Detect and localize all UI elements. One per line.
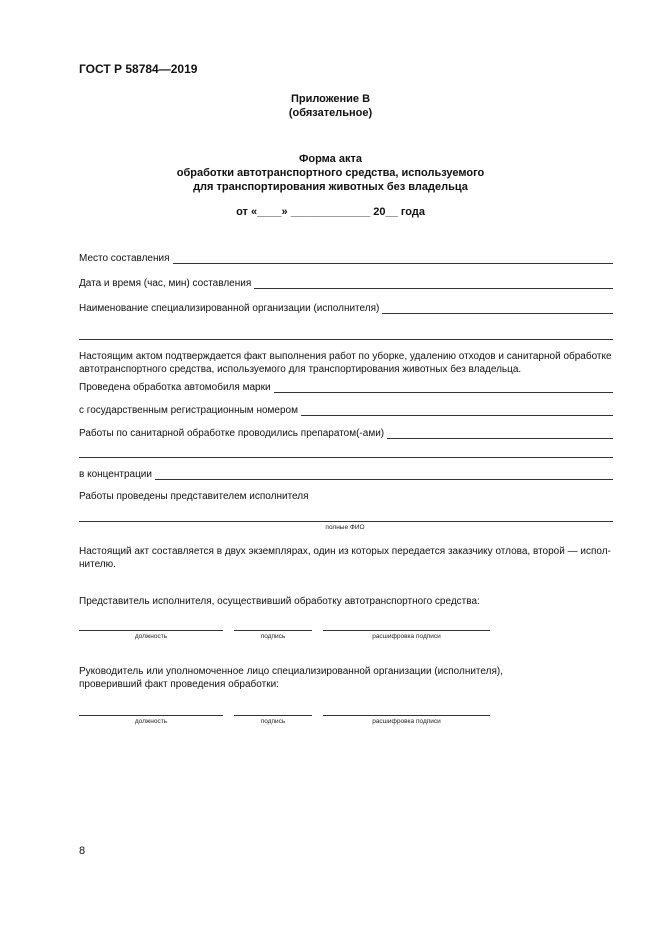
concentration-field <box>79 469 613 481</box>
preparations-field <box>79 428 613 440</box>
rep-position-line <box>79 630 223 631</box>
org-name-blank <box>382 303 613 314</box>
car-brand-label: Проведена обработка автомобиля марки <box>79 382 271 393</box>
appendix-heading <box>0 92 661 120</box>
head-decoding-line <box>323 715 490 716</box>
rep-signature-caption: подпись <box>260 633 286 640</box>
preparations-label: Работы по санитарной обработке проводились препаратом(-ами) <box>79 428 385 439</box>
head-position-line <box>79 715 223 716</box>
org-name-blank-2 <box>79 339 613 340</box>
head-line-2: проверивший факт проведения обработки: <box>79 679 279 690</box>
preparations-blank-2 <box>79 457 613 458</box>
representative-label: Представитель исполнителя, осуществивший обработку автотранспортного средства: <box>79 596 480 607</box>
head-paragraph <box>79 665 613 691</box>
head-signature-line <box>234 715 312 716</box>
head-decoding-caption: расшифровка подписи <box>372 718 441 725</box>
head-position-caption: должность <box>134 718 168 725</box>
appendix-title: Приложение В <box>290 93 371 105</box>
rep-decoding-line <box>323 630 490 631</box>
concentration-label: в концентрации <box>79 469 152 480</box>
rep-signature-line <box>234 630 312 631</box>
copies-paragraph <box>79 545 613 571</box>
rep-position-caption: должность <box>134 633 168 640</box>
head-line-1: Руководитель или уполномоченное лицо специализированной организации (исполнителя), <box>79 666 503 677</box>
datetime-label: Дата и время (час, мин) составления <box>79 278 252 289</box>
document-code: ГОСТ Р 58784—2019 <box>79 62 198 76</box>
preparations-blank <box>387 428 613 439</box>
page-number: 8 <box>79 845 86 857</box>
copies-line-2: нителю. <box>79 559 116 570</box>
datetime-field <box>79 278 613 290</box>
full-name-caption: полные ФИО <box>325 524 365 531</box>
head-signature-caption: подпись <box>260 718 286 725</box>
place-field <box>79 253 613 265</box>
datetime-blank <box>254 278 613 289</box>
confirm-paragraph: Настоящим актом подтверждается факт выполнения работ по уборке, удалению отходов и санитарной обработке автотранспортного средства, используемого для транспортирования животных без владельца. <box>79 351 612 375</box>
form-title <box>0 152 661 194</box>
place-blank <box>173 253 613 264</box>
act-date-line: от «____» _____________ 20__ года <box>236 206 425 218</box>
car-brand-field <box>79 382 613 394</box>
form-title-line-2: обработки автотранспортного средства, используемого <box>176 167 485 179</box>
rep-decoding-caption: расшифровка подписи <box>372 633 441 640</box>
copies-line-1: Настоящий акт составляется в двух экземплярах, один из которых передается заказчику отлова, второй — испол- <box>79 546 611 557</box>
performed-by-label: Работы проведены представителем исполнителя <box>79 491 309 502</box>
form-title-line-1: Форма акта <box>299 153 362 165</box>
reg-number-blank <box>301 405 613 416</box>
concentration-blank <box>155 469 613 480</box>
reg-number-field <box>79 405 613 417</box>
org-name-label: Наименование специализированной организации (исполнителя) <box>79 303 380 314</box>
form-title-line-3: для транспортирования животных без владельца <box>193 181 468 193</box>
performed-by-blank <box>79 521 613 522</box>
place-label: Место составления <box>79 253 170 264</box>
appendix-subtitle: (обязательное) <box>288 107 373 119</box>
reg-number-label: с государственным регистрационным номером <box>79 405 298 416</box>
car-brand-blank <box>274 382 613 393</box>
org-name-field <box>79 303 613 315</box>
